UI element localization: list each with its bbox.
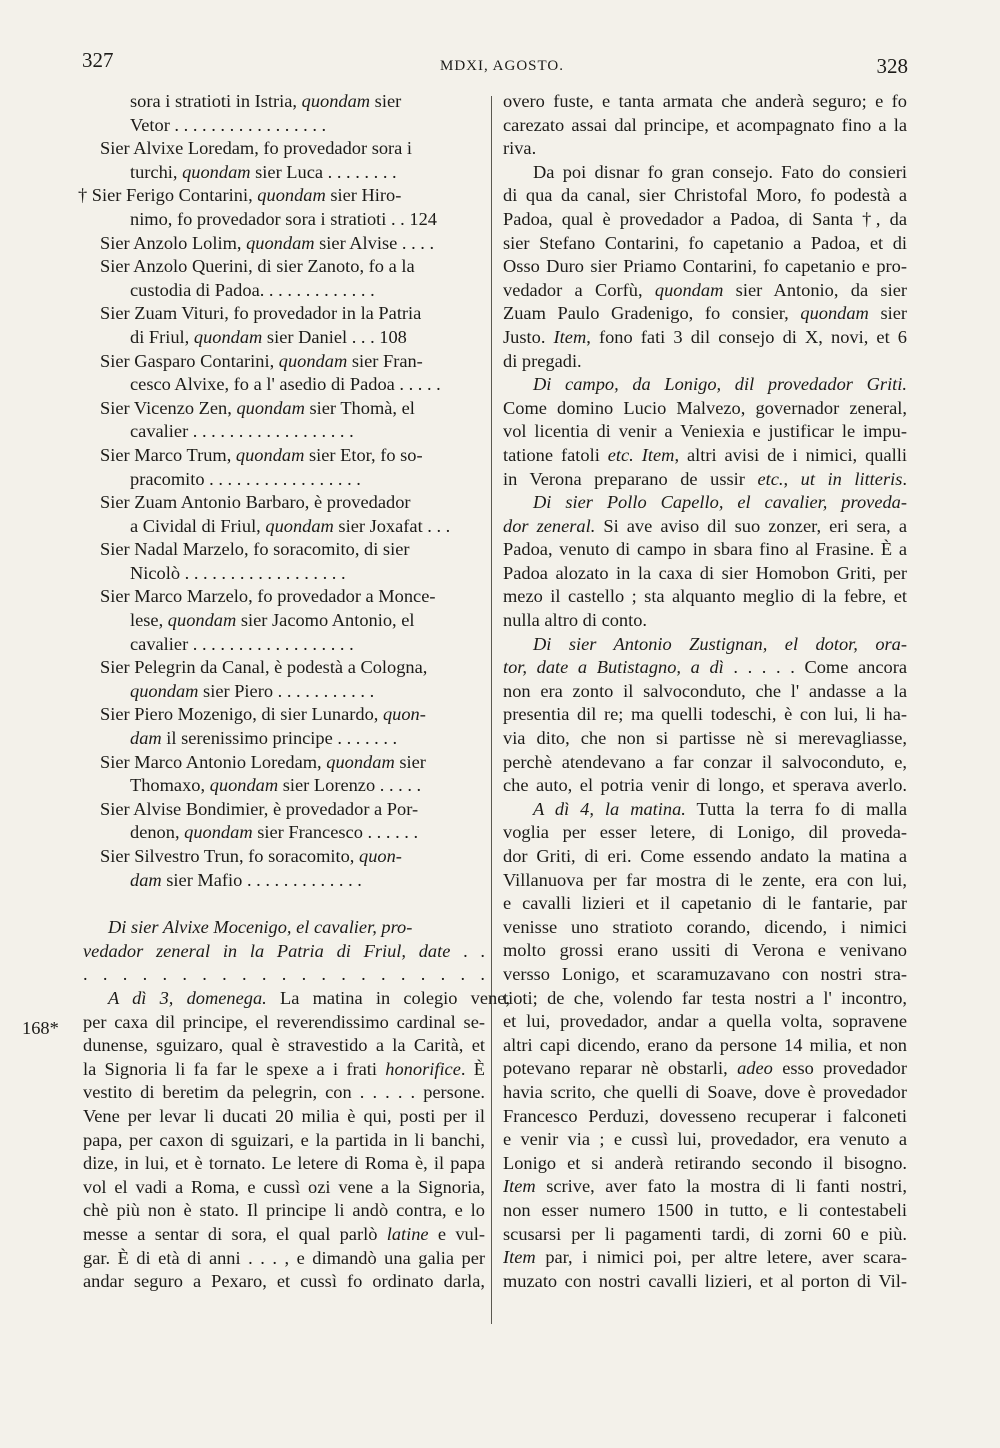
text-line: cavalier . . . . . . . . . . . . . . . . . . xyxy=(130,421,354,442)
text-line: la Signoria li fa far le spexe a i frati honorifice. È xyxy=(83,1058,485,1079)
text-line: dam il serenissimo principe . . . . . . . xyxy=(130,728,398,749)
text-line: Sier Marco Antonio Loredam, quondam sier xyxy=(100,751,426,772)
text-line: Padoa, qual è provedador a Padoa, di Santa †, da xyxy=(503,208,907,229)
text-line: messe a sentar di sora, el qual parlò latine e vul- xyxy=(83,1223,485,1244)
text-line: Osso Duro sier Priamo Contarini, fo capetanio e pro- xyxy=(503,256,907,277)
text-line: vol licentia di venir a Veniexia e justificar le impu- xyxy=(503,421,907,442)
text-line: cesco Alvixe, fo a l' asedio di Padoa . . . . . xyxy=(130,374,441,395)
text-line: quondam sier Piero . . . . . . . . . . . xyxy=(130,680,375,701)
text-line: muzato con nostri cavalli lizieri, et al porton di Vil- xyxy=(503,1270,907,1291)
text-line: voglia per esser letere, di Lonigo, dil proveda- xyxy=(503,822,907,843)
text-line: di qua da canal, sier Christofal Moro, fo podestà a xyxy=(503,185,907,206)
text-line: chè più non è stato. Il principe li andò contra, e lo xyxy=(83,1200,485,1221)
text-line: tatione fatoli etc. Item, altri avisi de i nimici, qualli xyxy=(503,444,907,465)
text-line: Sier Nadal Marzelo, fo soracomito, di sier xyxy=(100,539,410,560)
text-line: Justo. Item, fono fati 3 dil consejo di X, novi, et 6 xyxy=(503,326,907,347)
text-line: dor zeneral. Si ave aviso dil suo zonzer, eri sera, a xyxy=(503,515,907,536)
text-line: Padoa alozato in la caxa di sier Homobon Griti, per xyxy=(503,562,907,583)
text-line: A dì 3, domenega. La matina in colegio vene, xyxy=(108,987,510,1008)
text-line: per caxa dil principe, el reverendissimo cardinal se- xyxy=(83,1011,485,1032)
text-line: A dì 4, la matina. Tutta la terra fo di malla xyxy=(533,798,907,819)
text-line: di Friul, quondam sier Daniel . . . 108 xyxy=(130,326,407,347)
text-line: Lonigo et si anderà retirando secondo il bisogno. xyxy=(503,1152,907,1173)
text-line: vedador a Corfù, quondam sier Antonio, da sier xyxy=(503,279,907,300)
text-line: potevano reparar nè obstarli, adeo esso provedador xyxy=(503,1058,907,1079)
text-line: gar. È di età di anni . . . , e dimandò una galia per xyxy=(83,1247,485,1268)
text-line: in Verona preparano de ussir etc., ut in litteris. xyxy=(503,468,907,489)
text-line: et lui, provedador, andar a quella volta, sopravene xyxy=(503,1011,907,1032)
text-line: Sier Alvixe Loredam, fo provedador sora i xyxy=(100,138,413,159)
text-line: via dito, che non si partisse nè si merevagliasse, xyxy=(503,728,907,749)
text-line: Zuam Paulo Gradenigo, fo consier, quondam sier xyxy=(503,303,907,324)
text-line: Come domino Lucio Malvezo, governador zeneral, xyxy=(503,397,907,418)
text-line: sora i stratioti in Istria, quondam sier xyxy=(130,91,402,111)
text-line: Padoa, venuto di campo in sbara fino al Frasine. È a xyxy=(503,539,907,560)
text-line: custodia di Padoa. . . . . . . . . . . . . xyxy=(130,279,375,300)
text-line: † Sier Ferigo Contarini, quondam sier Hiro- xyxy=(78,185,402,206)
text-line: carezato assai dal principe, et acompagnato fino a la xyxy=(503,114,907,135)
text-line: perchè atendevano a far conzar il salvoconduto, e, xyxy=(503,751,907,772)
text-line: versso Lonigo, et scaramuzavano con nostri stra- xyxy=(503,963,907,984)
text-line: cavalier . . . . . . . . . . . . . . . . . . xyxy=(130,633,354,654)
text-line: Di sier Antonio Zustignan, el dotor, ora- xyxy=(533,633,907,654)
text-line: Item par, i nimici poi, per altre letere, aver scara- xyxy=(503,1247,907,1268)
text-line: papa, per caxon di sguizari, e la partida in li banchi, xyxy=(83,1129,485,1150)
text-line: non era zonto il salvoconduto, che l' andasse a la xyxy=(503,680,907,701)
text-line: Sier Gasparo Contarini, quondam sier Fran- xyxy=(100,350,423,371)
left-page-number: 327 xyxy=(82,48,114,72)
text-line: dize, in lui, et è tornato. Le letere di Roma è, il papa xyxy=(83,1153,485,1174)
text-line: riva. xyxy=(503,138,537,159)
column-divider xyxy=(491,96,492,1324)
text-line: dam sier Mafio . . . . . . . . . . . . . xyxy=(130,869,362,890)
text-line: scusarsi per li pagamenti tardi, di zorni 60 e più. xyxy=(503,1223,907,1244)
text-line: tor, date a Butistagno, a dì . . . . . Come ancora xyxy=(503,657,907,678)
text-line: Sier Piero Mozenigo, di sier Lunardo, quon- xyxy=(100,704,426,725)
text-line: Sier Silvestro Trun, fo soracomito, quon- xyxy=(100,846,402,866)
text-line: Thomaxo, quondam sier Lorenzo . . . . . xyxy=(130,775,422,796)
text-line: di pregadi. xyxy=(503,350,582,371)
text-line: tioti; de che, volendo far testa nostri a l' incontro, xyxy=(503,987,907,1008)
text-line: andar seguro a Pexaro, et cussì fo ordinato darla, xyxy=(83,1271,485,1292)
text-line: Vene per levar li ducati 20 milia è qui, posti per il xyxy=(83,1105,485,1126)
text-line: Sier Zuam Vituri, fo provedador in la Patria xyxy=(100,303,422,324)
text-line: Nicolò . . . . . . . . . . . . . . . . . . xyxy=(130,562,346,583)
text-line: . . . . . . . . . . . . . . . . . . . . . xyxy=(83,964,485,985)
text-line: Villanuova per far mostra di le zente, era con lui, xyxy=(503,869,907,890)
text-line: e cavalli lizieri et il capetanio di le fantarie, par xyxy=(503,893,907,914)
text-line: pracomito . . . . . . . . . . . . . . . . . xyxy=(130,468,361,489)
text-line: Di sier Pollo Capello, el cavalier, proveda- xyxy=(533,492,907,513)
text-line: Francesco Perduzi, dovesseno recuperar i falconeti xyxy=(503,1105,907,1126)
text-line: venisse uno stratioto corando, dicendo, i nimici xyxy=(503,916,907,937)
left-column xyxy=(78,90,510,1294)
blank-line xyxy=(100,892,480,916)
text-line: Item scrive, aver fato la mostra di li fanti nostri, xyxy=(503,1176,907,1197)
text-line: vedador zeneral in la Patria di Friul, date . . xyxy=(83,940,485,961)
text-line: Sier Vicenzo Zen, quondam sier Thomà, el xyxy=(100,397,415,418)
text-line: Sier Marco Marzelo, fo provedador a Monce- xyxy=(100,586,436,607)
text-line: e venir via ; e cussì lui, provedador, era venuto a xyxy=(503,1129,907,1150)
text-line: Di sier Alvixe Mocenigo, el cavalier, pro- xyxy=(108,917,413,938)
text-line: lese, quondam sier Jacomo Antonio, el xyxy=(130,610,415,631)
text-line: havia scrito, che quelli di Soave, dove è provedador xyxy=(503,1081,907,1102)
text-line: Sier Anzolo Lolim, quondam sier Alvise . . . . xyxy=(100,232,435,253)
text-line: sier Stefano Contarini, fo capetanio a Padoa, et di xyxy=(503,232,907,253)
running-title: MDXI, AGOSTO. xyxy=(440,58,564,74)
text-line: molto grossi erano ussiti di Verona e venivano xyxy=(503,940,907,961)
text-line: nimo, fo provedador sora i stratioti . . 124 xyxy=(130,208,437,229)
text-line: Sier Marco Trum, quondam sier Etor, fo so- xyxy=(100,444,423,465)
text-line: non esser numero 1500 in tutto, e li contestabeli xyxy=(503,1199,907,1220)
text-line: nulla altro di conto. xyxy=(503,610,648,631)
text-line: presentia dil re; ma quelli todeschi, è con lui, li ha- xyxy=(503,704,907,725)
text-line: Sier Pelegrin da Canal, è podestà a Cologna, xyxy=(100,657,428,678)
text-line: che auto, el potria venir di longo, et sperava averlo. xyxy=(503,775,907,796)
text-line: Sier Anzolo Querini, di sier Zanoto, fo a la xyxy=(100,256,415,277)
text-line: turchi, quondam sier Luca . . . . . . . . xyxy=(130,161,397,182)
margin-note: 168* xyxy=(22,1018,59,1038)
right-page-number: 328 xyxy=(876,54,908,78)
text-line: altri capi dicendo, erano da persone 14 milia, et non xyxy=(503,1034,907,1055)
right-column xyxy=(503,90,907,1293)
text-line: overo fuste, e tanta armata che anderà seguro; e fo xyxy=(503,91,907,111)
text-line: a Cividal di Friul, quondam sier Joxafat . . . xyxy=(130,515,451,536)
text-line: Sier Zuam Antonio Barbaro, è provedador xyxy=(100,492,411,513)
text-line: Vetor . . . . . . . . . . . . . . . . . xyxy=(130,114,327,135)
text-line: denon, quondam sier Francesco . . . . . . xyxy=(130,822,419,843)
text-line: Sier Alvise Bondimier, è provedador a Por- xyxy=(100,798,419,819)
text-line: Di campo, da Lonigo, dil provedador Griti. xyxy=(533,374,907,395)
text-line: Da poi disnar fo gran consejo. Fato do consieri xyxy=(533,161,907,182)
text-line: vol el vadi a Roma, e cussì ozi vene a la Signoria, xyxy=(83,1176,485,1197)
text-line: dor Griti, di eri. Come essendo andato la matina a xyxy=(503,846,907,866)
text-line: vestito di beretim da pelegrin, con . . . . . persone. xyxy=(83,1082,485,1103)
text-line: mezo il castello ; sta alquanto meglio di la febre, et xyxy=(503,586,907,607)
text-line: dunense, sguizaro, qual è stravestido a la Carità, et xyxy=(83,1035,485,1056)
